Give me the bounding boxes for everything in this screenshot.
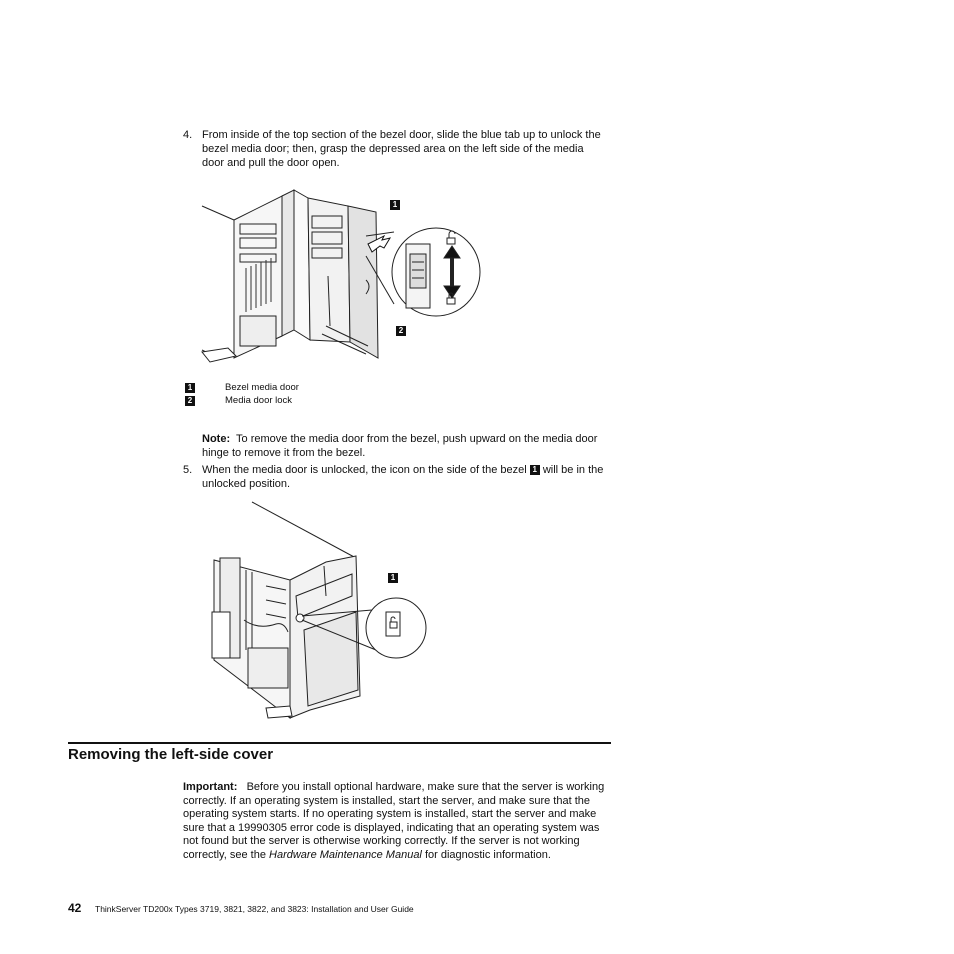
note-label: Note:: [202, 433, 231, 445]
figure-unlocked-icon: [200, 500, 430, 722]
figure1-callout-2: 2: [396, 326, 406, 336]
step-text: When the media door is unlocked, the icon on the side of the bezel: [202, 464, 527, 476]
step-4: [183, 128, 613, 172]
manual-title: Hardware Maintenance Manual: [269, 848, 422, 861]
important-text: Before you install optional hardware, make sure that the server is working correctly. If an operating system is installed, start the server, and make sure that the operating system starts. If no operating system is installed, start the server and make sure that a 19990305 error code is displayed, indicating that an operating system was not found but the server is otherwise working correctly. If the server is not working correctly, see the: [183, 781, 605, 861]
step-number: 4.: [183, 129, 193, 141]
section-divider: [68, 742, 611, 744]
important-label: Important:: [183, 781, 238, 793]
note-text: To remove the media door from the bezel, push upward on the media door hinge to remove it from the bezel.: [202, 433, 598, 459]
legend-callout: 2: [185, 396, 195, 406]
step-text: will be in the unlocked position.: [202, 464, 604, 490]
legend-item: [185, 382, 385, 395]
important-text-end: for diagnostic information.: [424, 848, 551, 861]
page-number: 42: [68, 901, 82, 915]
section-title: Removing the left-side cover: [68, 746, 274, 763]
legend-label: Bezel media door: [225, 382, 299, 393]
note: [202, 433, 607, 460]
step-number: 5.: [183, 464, 193, 476]
footer-title: ThinkServer TD200x Types 3719, 3821, 3822, and 3823: Installation and User Guide: [95, 904, 414, 914]
figure-bezel-media-door: [198, 176, 488, 372]
legend-callout: 1: [185, 383, 195, 393]
important-paragraph: [183, 781, 607, 862]
figure1-callout-1: 1: [390, 200, 400, 210]
legend-item: [185, 395, 385, 408]
inline-callout: 1: [530, 465, 540, 475]
server-bezel-illustration: [198, 176, 488, 372]
step-5: [183, 463, 613, 493]
server-side-illustration: [200, 500, 430, 722]
legend-label: Media door lock: [225, 395, 293, 406]
step-text: From inside of the top section of the bezel door, slide the blue tab up to unlock the bezel media door; then, grasp the depressed area on the left side of the media door and pull the door open.: [202, 129, 601, 169]
figure2-callout-1: 1: [388, 573, 398, 583]
